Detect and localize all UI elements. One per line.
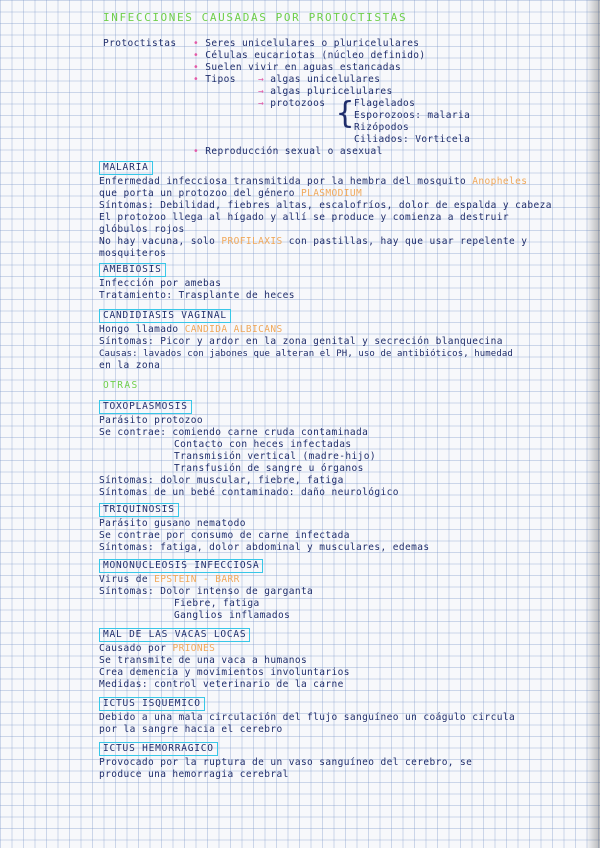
toxoplasmosis-heading: TOXOPLASMOSIS (99, 400, 192, 414)
vacas-locas-line: Crea demencia y movimientos involuntarios (99, 667, 350, 678)
vacas-locas-line: Causado por PRIONES (99, 643, 216, 654)
protozoo-item: Rizópodos (354, 122, 410, 133)
toxoplasmosis-line: Contacto con heces infectadas (174, 439, 352, 450)
ictus-hemorragico-line: produce una hemorragia cerebral (99, 769, 289, 780)
ictus-hemorragico-line: Provocado por la ruptura de un vaso sanguíneo del cerebro, se (99, 757, 473, 768)
candidiasis-line: Causas: lavados con jabones que alteran el PH, uso de antibióticos, humedad (99, 349, 513, 359)
amebiosis-line: Tratamiento: Trasplante de heces (99, 290, 295, 301)
malaria-line: mosquiteros (99, 248, 167, 259)
toxoplasmosis-line: Transmisión vertical (madre-hijo) (174, 451, 376, 462)
malaria-line: Síntomas: Debilidad, fiebres altas, escalofríos, dolor de espalda y cabeza (99, 200, 552, 211)
protoctistas-item: • Células eucariotas (núcleo definido) (193, 50, 426, 61)
protozoo-item: Ciliados: Vorticela (354, 134, 471, 145)
malaria-line: glóbulos rojos (99, 224, 185, 235)
page-edge-shadow (586, 0, 600, 848)
candidiasis-line: Hongo llamado CANDIDA ALBICANS (99, 324, 283, 335)
toxoplasmosis-line: Transfusión de sangre u órganos (174, 463, 364, 474)
vacas-locas-line: Medidas: control veterinario de la carne (99, 679, 344, 690)
tipos-item: → protozoos (258, 98, 326, 109)
brace-icon: { (336, 96, 355, 131)
tipos-item: → algas unicelulares (258, 74, 381, 85)
candidiasis-line: Síntomas: Picor y ardor en la zona genital y secreción blanquecina (99, 336, 503, 347)
protoctistas-item: • Seres unicelulares o pluricelulares (193, 38, 420, 49)
ictus-isquemico-line: Debido a una mala circulación del flujo sanguíneo un coágulo circula (99, 712, 516, 723)
malaria-line: El protozoo llega al hígado y allí se produce y comienza a destruir (99, 212, 510, 223)
toxoplasmosis-line: Síntomas: dolor muscular, fiebre, fatiga (99, 475, 344, 486)
otras-heading: OTRAS (103, 380, 139, 391)
mononucleosis-line: Ganglios inflamados (174, 610, 291, 621)
mononucleosis-line: Fiebre, fatiga (174, 598, 260, 609)
vacas-locas-heading: MAL DE LAS VACAS LOCAS (99, 628, 250, 642)
vacas-locas-line: Se transmite de una vaca a humanos (99, 655, 308, 666)
page-title: INFECCIONES CAUSADAS POR PROTOCTISTAS (103, 11, 408, 24)
malaria-line: No hay vacuna, solo PROFILAXIS con pastillas, hay que usar repelente y (99, 236, 528, 247)
protoctistas-item: • Reproducción sexual o asexual (193, 146, 383, 157)
malaria-line: Enfermedad infecciosa transmitida por la hembra del mosquito Anopheles (99, 176, 528, 187)
protoctistas-item: • Suelen vivir en aguas estancadas (193, 62, 402, 73)
candidiasis-line: en la zona (99, 360, 161, 371)
toxoplasmosis-line: Síntomas de un bebé contaminado: daño neurológico (99, 487, 399, 498)
ictus-isquemico-heading: ICTUS ISQUEMICO (99, 697, 205, 711)
toxoplasmosis-line: Parásito protozoo (99, 415, 204, 426)
triquinosis-line: Se contrae por consumo de carne infectada (99, 530, 350, 541)
protoctistas-label: Protoctistas (103, 38, 177, 49)
triquinosis-heading: TRIQUINOSIS (99, 503, 179, 517)
toxoplasmosis-line: Se contrae: comiendo carne cruda contaminada (99, 427, 369, 438)
ictus-hemorragico-heading: ICTUS HEMORRAGICO (99, 742, 218, 756)
mononucleosis-heading: MONONUCLEOSIS INFECCIOSA (99, 559, 263, 573)
triquinosis-line: Parásito gusano nematodo (99, 518, 246, 529)
ictus-isquemico-line: por la sangre hacia el cerebro (99, 724, 283, 735)
protoctistas-item: • Tipos (193, 74, 236, 85)
malaria-heading: MALARIA (99, 161, 153, 175)
tipos-item: → algas pluricelulares (258, 86, 393, 97)
triquinosis-line: Síntomas: fatiga, dolor abdominal y musculares, edemas (99, 542, 430, 553)
amebiosis-heading: AMEBIOSIS (99, 263, 166, 277)
mononucleosis-line: Virus de EPSTEIN - BARR (99, 574, 240, 585)
amebiosis-line: Infección por amebas (99, 278, 222, 289)
mononucleosis-line: Síntomas: Dolor intenso de garganta (99, 586, 314, 597)
protozoo-item: Flagelados (354, 98, 416, 109)
candidiasis-heading: CANDIDIASIS VAGINAL (99, 309, 231, 323)
protozoo-item: Esporozoos: malaria (354, 110, 471, 121)
malaria-line: que porta un protozoo del género PLASMODIUM (99, 188, 363, 199)
